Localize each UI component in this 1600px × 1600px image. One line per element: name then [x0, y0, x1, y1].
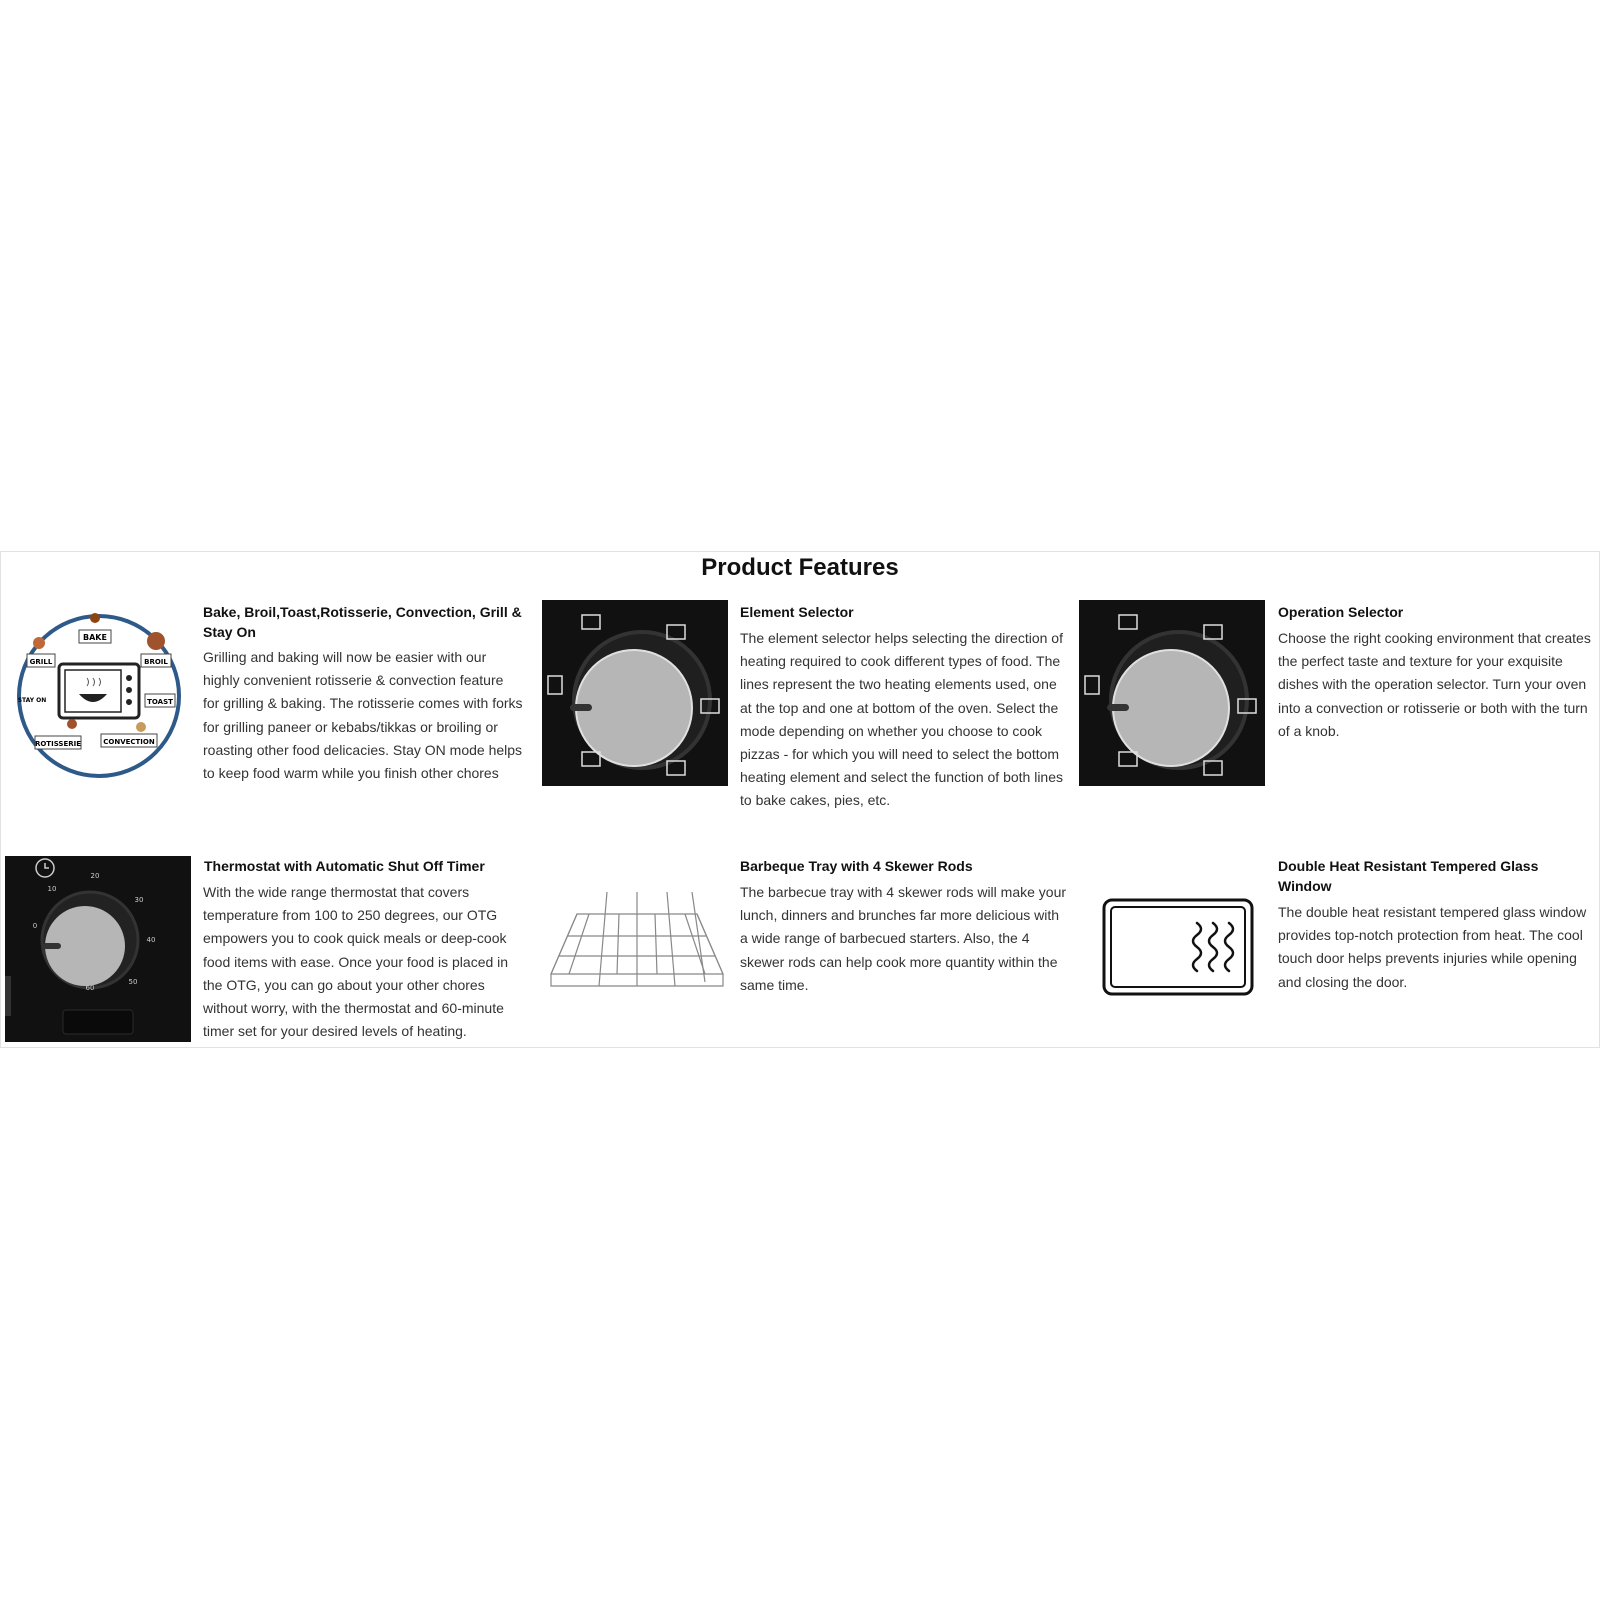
element-knob-icon: [542, 600, 728, 786]
feature-title: Double Heat Resistant Tempered Glass Window: [1278, 858, 1539, 894]
page-title: Product Features: [701, 554, 899, 581]
thermostat-label-50: 50: [128, 978, 138, 986]
feature-description: The barbecue tray with 4 skewer rods will make your lunch, dinners and brunches far more delicious with a wide range of barbecued starters. Also, the 4 skewer rods can help cook more quantity within the same time.: [740, 884, 1067, 993]
feature-description: Choose the right cooking environment that creates the perfect taste and texture for your exquisite dishes with the operation selector. Turn your oven into a convection or rotisserie or both with the turn of a knob.: [1278, 630, 1591, 739]
thermostat-label-30: 30: [134, 896, 144, 904]
bake-label: BAKE: [83, 633, 107, 642]
convection-label: CONVECTION: [103, 738, 155, 746]
feature-description: The element selector helps selecting the direction of heating required to cook different types of food. The lines represent the two heating elements used, one at the top and one at bottom of the oven. Select the mode depending on whether you choose to cook pizzas - for which you will need to select the bottom heating element and select the function of both lines to bake cakes, pies, etc.: [740, 630, 1063, 809]
stay-on-label: STAY ON: [17, 697, 47, 704]
operation-knob-icon: [1079, 600, 1265, 786]
thermostat-label-0: 0: [32, 922, 38, 930]
feature-title: Thermostat with Automatic Shut Off Timer: [204, 858, 485, 874]
feature-description: With the wide range thermostat that covers temperature from 100 to 250 degrees, our OTG empowers you to cook quick meals or deep-cook food items with ease. Once your food is placed in the OTG, you can go about your other chores without worry, with the thermostat and 60-minute timer set for your desired levels of heating.: [203, 884, 509, 1040]
thermostat-label-40: 40: [146, 936, 156, 944]
oven-modes-icon: [13, 610, 185, 782]
broil-label: BROIL: [144, 658, 168, 666]
thermostat-label-10: 10: [47, 885, 57, 893]
feature-description: Grilling and baking will now be easier with our highly convenient rotisserie & convection feature for grilling & baking. The rotisserie comes with forks for grilling paneer or kebabs/tikkas or broiling or roasting other food delicacies. Stay ON mode helps to keep food warm while you finish other chores: [203, 649, 523, 782]
skewer-tray-icon: [547, 890, 727, 994]
feature-title: Barbeque Tray with 4 Skewer Rods: [740, 858, 973, 874]
thermostat-knob-icon: [5, 856, 191, 1042]
product-features-section: [0, 551, 1600, 1048]
rotisserie-label: ROTISSERIE: [34, 740, 82, 748]
grill-label: GRILL: [29, 658, 53, 666]
heat-window-icon: [1101, 897, 1255, 997]
feature-title: Element Selector: [740, 604, 854, 620]
thermostat-label-60: 60: [85, 984, 95, 992]
thermostat-label-20: 20: [90, 872, 100, 880]
feature-title: Operation Selector: [1278, 604, 1404, 620]
feature-description: The double heat resistant tempered glass window provides top-notch protection from heat. The cool touch door helps prevents injuries while opening and closing the door.: [1278, 904, 1587, 990]
toast-label: TOAST: [147, 698, 173, 706]
feature-title: Bake, Broil,Toast,Rotisserie, Convection, Grill & Stay On: [203, 604, 522, 640]
